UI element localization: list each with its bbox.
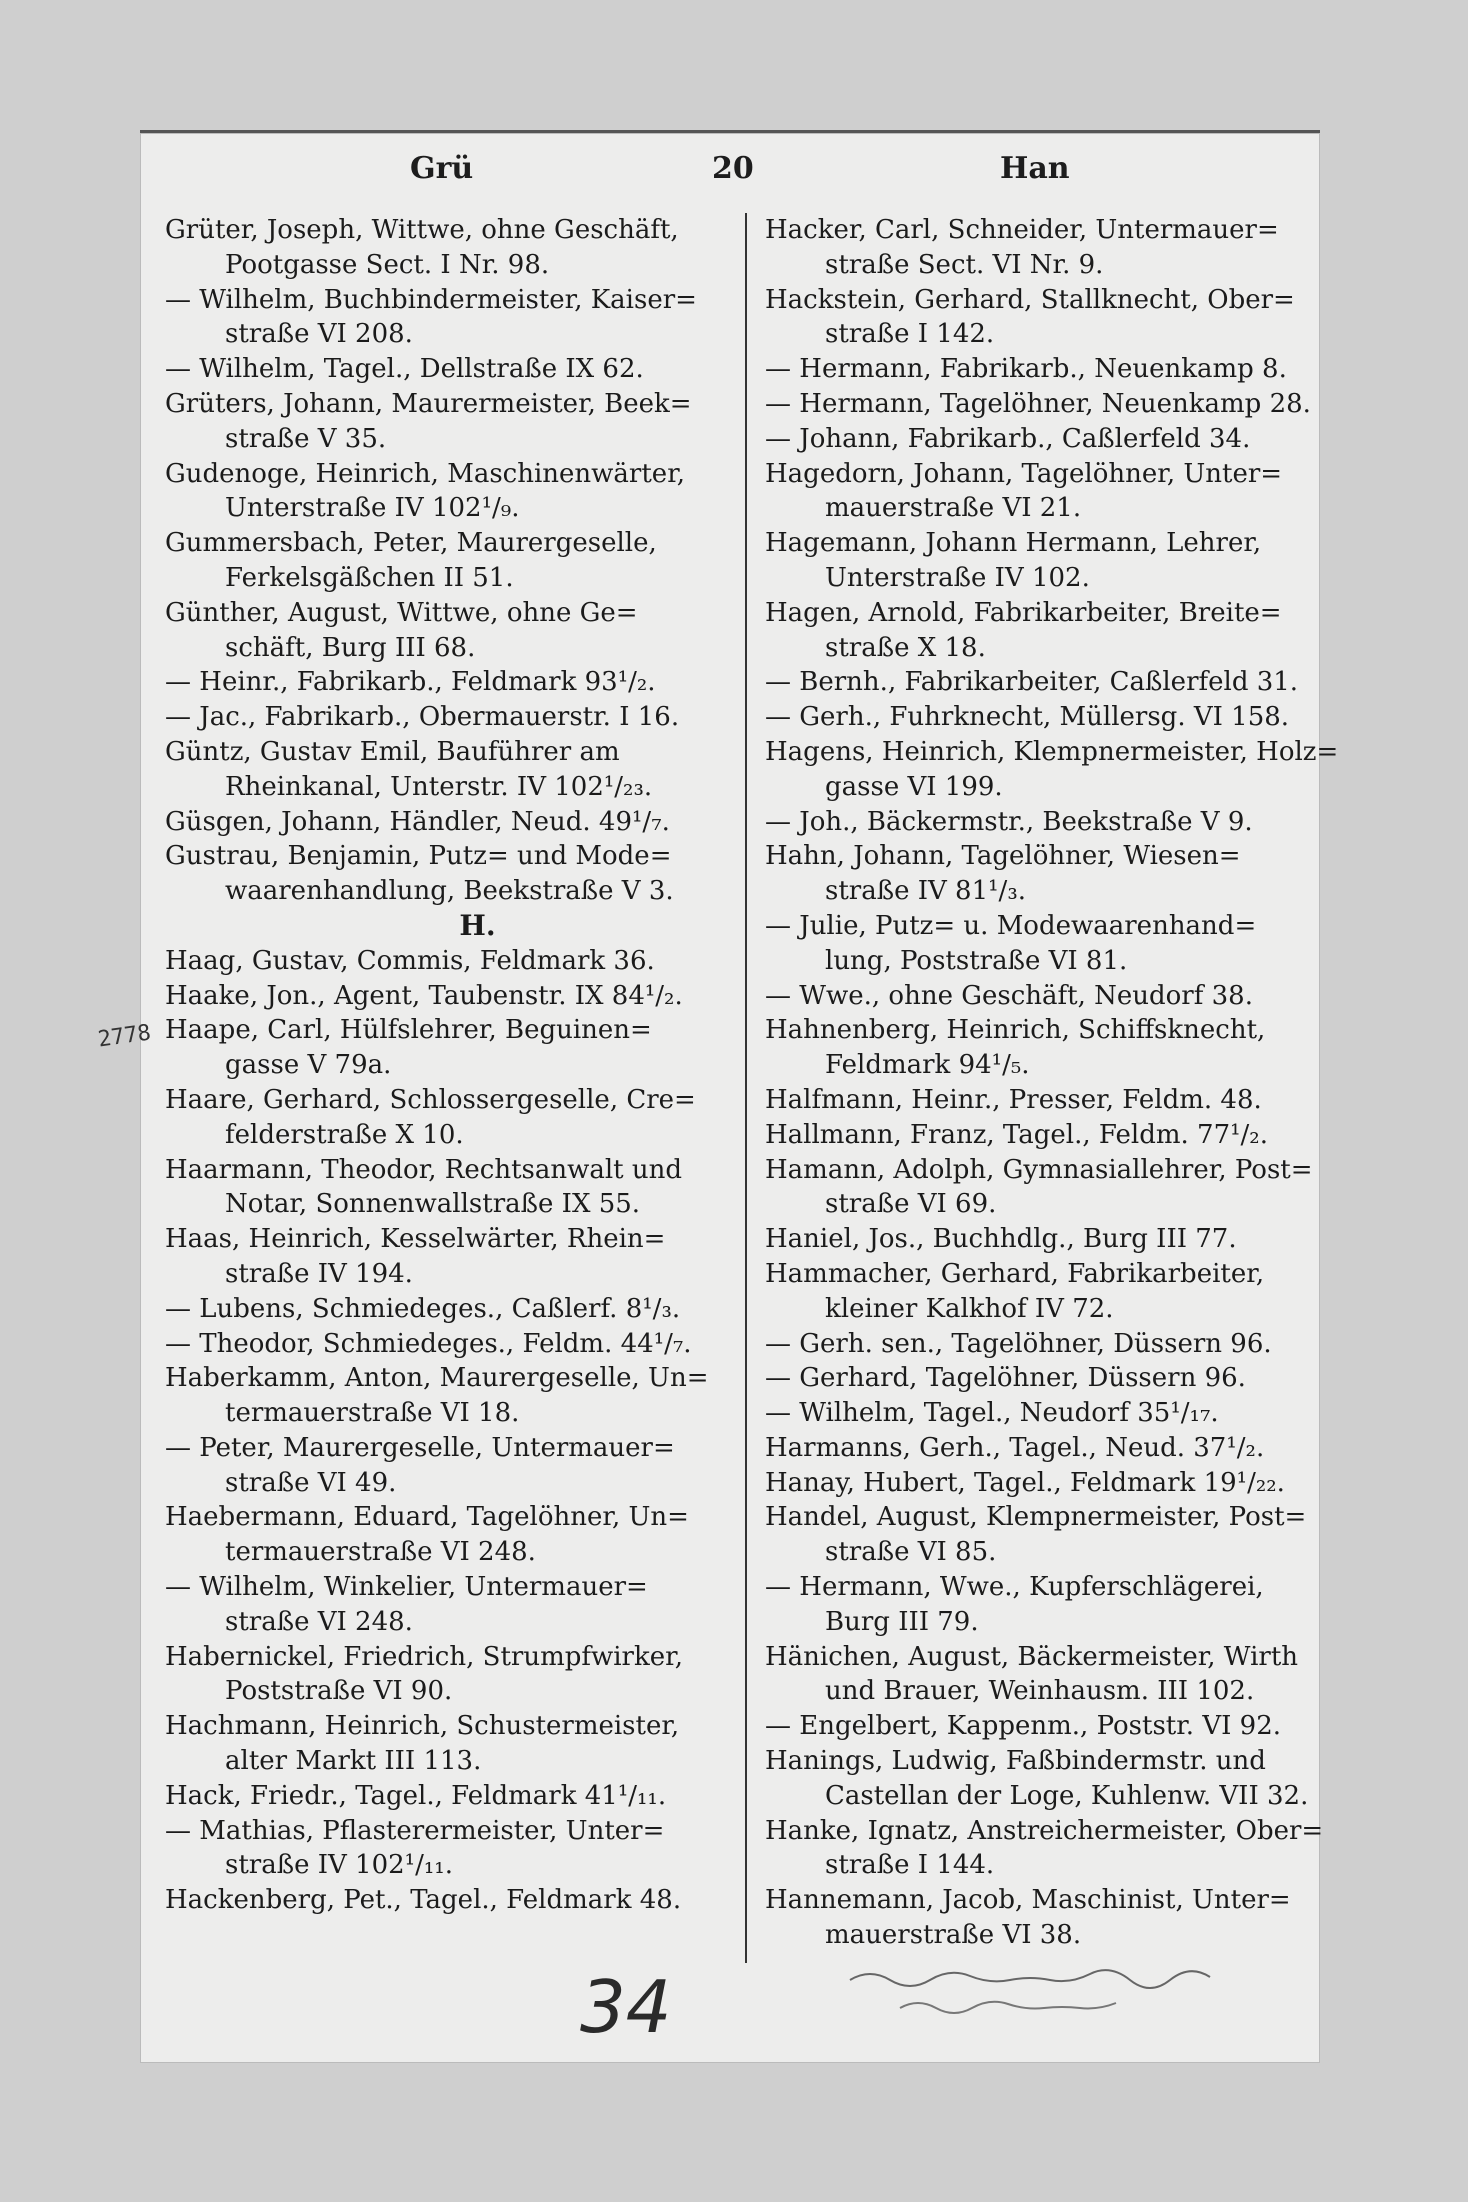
directory-entry bbox=[165, 665, 730, 700]
entry-line: Haarmann, Theodor, Rechtsanwalt und bbox=[165, 1154, 683, 1185]
entry-line: Hagemann, Johann Hermann, Lehrer, bbox=[765, 528, 1262, 559]
entry-line: — Hermann, Fabrikarb., Neuenkamp 8. bbox=[765, 354, 1287, 385]
entry-continuation: straße X 18. bbox=[825, 632, 986, 663]
entry-continuation: straße I 144. bbox=[825, 1850, 995, 1881]
entry-line: Haas, Heinrich, Kesselwärter, Rhein= bbox=[165, 1224, 666, 1255]
entry-line: Hackenberg, Pet., Tagel., Feldmark 48. bbox=[165, 1885, 682, 1916]
directory-entry bbox=[765, 1327, 1330, 1362]
entry-continuation: straße VI 49. bbox=[225, 1467, 397, 1498]
entry-continuation: mauerstraße VI 38. bbox=[825, 1920, 1082, 1951]
entry-line: — Jac., Fabrikarb., Obermauerstr. I 16. bbox=[165, 702, 680, 733]
entry-line: Hänichen, August, Bäckermeister, Wirth bbox=[765, 1641, 1299, 1672]
entry-line: Hanings, Ludwig, Faßbindermstr. und bbox=[765, 1746, 1266, 1777]
entry-continuation: lung, Poststraße VI 81. bbox=[825, 945, 1128, 976]
directory-entry bbox=[165, 1361, 730, 1431]
entry-line: Haare, Gerhard, Schlossergeselle, Cre= bbox=[165, 1084, 696, 1115]
directory-entry bbox=[165, 213, 730, 283]
directory-entry bbox=[165, 1083, 730, 1153]
directory-entry bbox=[765, 839, 1330, 909]
entry-line: — Gerh., Fuhrknecht, Müllersg. VI 158. bbox=[765, 702, 1290, 733]
directory-entry bbox=[165, 1779, 730, 1814]
directory-entry bbox=[765, 700, 1330, 735]
directory-entry bbox=[765, 1709, 1330, 1744]
entry-continuation: alter Markt III 113. bbox=[225, 1746, 482, 1777]
directory-entry bbox=[765, 1222, 1330, 1257]
scanned-page bbox=[140, 130, 1339, 2063]
directory-entry bbox=[165, 1814, 730, 1884]
entry-line: — Wilhelm, Buchbindermeister, Kaiser= bbox=[165, 284, 697, 315]
entry-continuation: Pootgasse Sect. I Nr. 98. bbox=[225, 249, 550, 280]
entry-line: Hanay, Hubert, Tagel., Feldmark 19¹/₂₂. bbox=[765, 1467, 1285, 1498]
entry-continuation: Poststraße VI 90. bbox=[225, 1676, 453, 1707]
entry-continuation: Feldmark 94¹/₅. bbox=[825, 1050, 1030, 1081]
entry-continuation: Notar, Sonnenwallstraße IX 55. bbox=[225, 1189, 641, 1220]
directory-entry bbox=[165, 1153, 730, 1223]
entry-line: Hahnenberg, Heinrich, Schiffsknecht, bbox=[765, 1015, 1266, 1046]
directory-entry bbox=[765, 1013, 1330, 1083]
directory-entry bbox=[765, 422, 1330, 457]
entry-line: Gudenoge, Heinrich, Maschinenwärter, bbox=[165, 458, 686, 489]
entry-line: Hahn, Johann, Tagelöhner, Wiesen= bbox=[765, 841, 1241, 872]
directory-entry bbox=[165, 1640, 730, 1710]
directory-entry bbox=[765, 1500, 1330, 1570]
entry-continuation: felderstraße X 10. bbox=[225, 1119, 464, 1150]
directory-entry bbox=[765, 352, 1330, 387]
directory-entry bbox=[165, 979, 730, 1014]
directory-entry bbox=[165, 839, 730, 909]
entry-line: — Wilhelm, Tagel., Neudorf 35¹/₁₇. bbox=[765, 1398, 1219, 1429]
entry-continuation: termauerstraße VI 18. bbox=[225, 1398, 520, 1429]
directory-entry bbox=[165, 526, 730, 596]
directory-entry bbox=[765, 213, 1330, 283]
entry-continuation: straße VI 69. bbox=[825, 1189, 997, 1220]
entry-line: Grüter, Joseph, Wittwe, ohne Geschäft, bbox=[165, 215, 679, 245]
entry-line: Hagens, Heinrich, Klempnermeister, Holz= bbox=[765, 736, 1339, 767]
entry-line: — Gerhard, Tagelöhner, Düssern 96. bbox=[765, 1363, 1246, 1394]
entry-line: Grüters, Johann, Maurermeister, Beek= bbox=[165, 388, 692, 419]
page-header bbox=[140, 143, 1320, 193]
entry-line: — Johann, Fabrikarb., Caßlerfeld 34. bbox=[765, 423, 1251, 454]
directory-entry bbox=[765, 1814, 1330, 1884]
entry-line: — Wwe., ohne Geschäft, Neudorf 38. bbox=[765, 980, 1253, 1011]
entry-line: Hanke, Ignatz, Anstreichermeister, Ober= bbox=[765, 1815, 1324, 1846]
directory-entry bbox=[765, 1153, 1330, 1223]
directory-entry bbox=[765, 1466, 1330, 1501]
directory-entry bbox=[165, 283, 730, 353]
entry-continuation: straße IV 102¹/₁₁. bbox=[225, 1850, 453, 1881]
entry-line: — Julie, Putz= u. Modewaarenhand= bbox=[765, 910, 1257, 941]
directory-entry bbox=[165, 944, 730, 979]
directory-entry bbox=[765, 1640, 1330, 1710]
entry-line: Hagen, Arnold, Fabrikarbeiter, Breite= bbox=[765, 597, 1282, 628]
entry-line: — Lubens, Schmiedeges., Caßlerf. 8¹/₃. bbox=[165, 1293, 681, 1324]
entry-continuation: Rheinkanal, Unterstr. IV 102¹/₂₃. bbox=[225, 771, 653, 802]
entry-continuation: Castellan der Loge, Kuhlenw. VII 32. bbox=[825, 1780, 1309, 1811]
entry-line: — Heinr., Fabrikarb., Feldmark 93¹/₂. bbox=[165, 667, 656, 698]
directory-entry bbox=[165, 1222, 730, 1292]
directory-entry bbox=[765, 1257, 1330, 1327]
directory-entry bbox=[765, 665, 1330, 700]
section-letter: H. bbox=[459, 908, 496, 942]
scribble-drawing bbox=[840, 1960, 1300, 2020]
entry-line: — Mathias, Pflasterermeister, Unter= bbox=[165, 1815, 665, 1846]
entry-continuation: Unterstraße IV 102¹/₉. bbox=[225, 493, 520, 524]
entry-line: — Joh., Bäckermstr., Beekstraße V 9. bbox=[765, 806, 1253, 837]
directory-entry bbox=[165, 457, 730, 527]
entry-line: Haake, Jon., Agent, Taubenstr. IX 84¹/₂. bbox=[165, 980, 683, 1011]
directory-entry bbox=[165, 1013, 730, 1083]
entry-continuation: gasse VI 199. bbox=[825, 771, 1003, 802]
directory-entry bbox=[165, 387, 730, 457]
entry-line: Habernickel, Friedrich, Strumpfwirker, bbox=[165, 1641, 683, 1672]
entry-line: Haberkamm, Anton, Maurergeselle, Un= bbox=[165, 1363, 709, 1394]
entry-continuation: straße IV 194. bbox=[225, 1258, 413, 1289]
entry-line: Hallmann, Franz, Tagel., Feldm. 77¹/₂. bbox=[765, 1119, 1268, 1150]
entry-continuation: gasse V 79a. bbox=[225, 1050, 392, 1081]
entry-line: Gummersbach, Peter, Maurergeselle, bbox=[165, 528, 657, 559]
directory-entry bbox=[165, 1327, 730, 1362]
header-right-catchword: Han bbox=[1000, 151, 1070, 186]
entry-continuation: Ferkelsgäßchen II 51. bbox=[225, 562, 514, 593]
entry-line: Handel, August, Klempnermeister, Post= bbox=[765, 1502, 1307, 1533]
directory-entry bbox=[765, 596, 1330, 666]
entry-line: Hamann, Adolph, Gymnasiallehrer, Post= bbox=[765, 1154, 1313, 1185]
entry-line: Hackstein, Gerhard, Stallknecht, Ober= bbox=[765, 284, 1295, 315]
directory-entry bbox=[765, 909, 1330, 979]
directory-entry bbox=[765, 283, 1330, 353]
entry-line: Hagedorn, Johann, Tagelöhner, Unter= bbox=[765, 458, 1283, 489]
entry-line: Hack, Friedr., Tagel., Feldmark 41¹/₁₁. bbox=[165, 1780, 667, 1811]
directory-entry bbox=[765, 387, 1330, 422]
entry-continuation: kleiner Kalkhof IV 72. bbox=[825, 1293, 1114, 1324]
directory-entry bbox=[765, 1570, 1330, 1640]
directory-entry bbox=[165, 352, 730, 387]
header-left-catchword: Grü bbox=[410, 151, 474, 186]
directory-entry bbox=[765, 1883, 1330, 1953]
entry-line: Harmanns, Gerh., Tagel., Neud. 37¹/₂. bbox=[765, 1432, 1265, 1463]
directory-entry bbox=[165, 1431, 730, 1501]
directory-entry bbox=[165, 1292, 730, 1327]
entry-line: — Engelbert, Kappenm., Poststr. VI 92. bbox=[765, 1711, 1282, 1742]
right-column bbox=[765, 213, 1339, 1953]
directory-entry bbox=[765, 1744, 1330, 1814]
entry-line: Güsgen, Johann, Händler, Neud. 49¹/₇. bbox=[165, 806, 670, 837]
entry-line: — Bernh., Fabrikarbeiter, Caßlerfeld 31. bbox=[765, 667, 1299, 698]
directory-entry bbox=[765, 1118, 1330, 1153]
entry-line: — Wilhelm, Winkelier, Untermauer= bbox=[165, 1572, 648, 1603]
entry-line: Haebermann, Eduard, Tagelöhner, Un= bbox=[165, 1502, 689, 1533]
directory-entry bbox=[165, 735, 730, 805]
entry-continuation: straße VI 85. bbox=[825, 1537, 997, 1568]
entry-line: Hammacher, Gerhard, Fabrikarbeiter, bbox=[765, 1258, 1265, 1289]
entry-line: Gustrau, Benjamin, Putz= und Mode= bbox=[165, 841, 672, 872]
entry-line: — Theodor, Schmiedeges., Feldm. 44¹/₇. bbox=[165, 1328, 692, 1359]
handwritten-scribble bbox=[840, 1960, 1320, 2030]
directory-entry bbox=[165, 1709, 730, 1779]
entry-line: — Hermann, Wwe., Kupferschlägerei, bbox=[765, 1572, 1264, 1603]
entry-continuation: straße Sect. VI Nr. 9. bbox=[825, 249, 1104, 280]
entry-line: Haape, Carl, Hülfslehrer, Beguinen= bbox=[165, 1015, 652, 1046]
entry-line: — Wilhelm, Tagel., Dellstraße IX 62. bbox=[165, 354, 644, 385]
directory-entry bbox=[765, 1361, 1330, 1396]
directory-entry bbox=[765, 735, 1339, 805]
page-number: 20 bbox=[712, 151, 754, 186]
entry-continuation: schäft, Burg III 68. bbox=[225, 632, 476, 663]
entry-continuation: Burg III 79. bbox=[825, 1606, 979, 1637]
directory-entry bbox=[165, 805, 730, 840]
entry-line: — Hermann, Tagelöhner, Neuenkamp 28. bbox=[765, 388, 1311, 419]
directory-entry bbox=[165, 700, 730, 735]
entry-line: — Gerh. sen., Tagelöhner, Düssern 96. bbox=[765, 1328, 1272, 1359]
directory-entry bbox=[765, 1396, 1330, 1431]
entry-continuation: straße V 35. bbox=[225, 423, 387, 454]
entry-continuation: straße I 142. bbox=[825, 319, 995, 350]
entry-line: Güntz, Gustav Emil, Bauführer am bbox=[165, 736, 620, 767]
entry-continuation: straße IV 81¹/₃. bbox=[825, 876, 1027, 907]
entry-continuation: und Brauer, Weinhausm. III 102. bbox=[825, 1676, 1255, 1707]
entry-line: Hacker, Carl, Schneider, Untermauer= bbox=[765, 215, 1279, 245]
entry-line: Haniel, Jos., Buchhdlg., Burg III 77. bbox=[765, 1224, 1237, 1255]
entry-line: Hannemann, Jacob, Maschinist, Unter= bbox=[765, 1885, 1291, 1916]
directory-entry bbox=[765, 805, 1330, 840]
directory-entry bbox=[165, 1883, 730, 1918]
entry-line: — Peter, Maurergeselle, Untermauer= bbox=[165, 1432, 675, 1463]
directory-entry bbox=[765, 526, 1330, 596]
entry-line: Haag, Gustav, Commis, Feldmark 36. bbox=[165, 945, 655, 976]
entry-continuation: waarenhandlung, Beekstraße V 3. bbox=[225, 876, 674, 907]
entry-line: Günther, August, Wittwe, ohne Ge= bbox=[165, 597, 638, 628]
margin-handwritten-note: 2778 bbox=[96, 1020, 153, 1053]
entry-continuation: mauerstraße VI 21. bbox=[825, 493, 1082, 524]
directory-entry bbox=[165, 1570, 730, 1640]
handwritten-folio-number: 34 bbox=[580, 1965, 672, 2049]
directory-entry bbox=[765, 1431, 1330, 1466]
entry-continuation: termauerstraße VI 248. bbox=[225, 1537, 536, 1568]
entry-continuation: straße VI 248. bbox=[225, 1606, 413, 1637]
column-divider bbox=[745, 213, 747, 1963]
entry-continuation: straße VI 208. bbox=[225, 319, 413, 350]
directory-entry bbox=[165, 596, 730, 666]
directory-entry bbox=[765, 457, 1330, 527]
entry-line: Hachmann, Heinrich, Schustermeister, bbox=[165, 1711, 680, 1742]
entry-continuation: Unterstraße IV 102. bbox=[825, 562, 1090, 593]
directory-entry bbox=[765, 1083, 1330, 1118]
entry-line: Halfmann, Heinr., Presser, Feldm. 48. bbox=[765, 1084, 1262, 1115]
directory-entry bbox=[165, 1500, 730, 1570]
left-column bbox=[165, 213, 730, 1918]
directory-entry bbox=[765, 979, 1330, 1014]
